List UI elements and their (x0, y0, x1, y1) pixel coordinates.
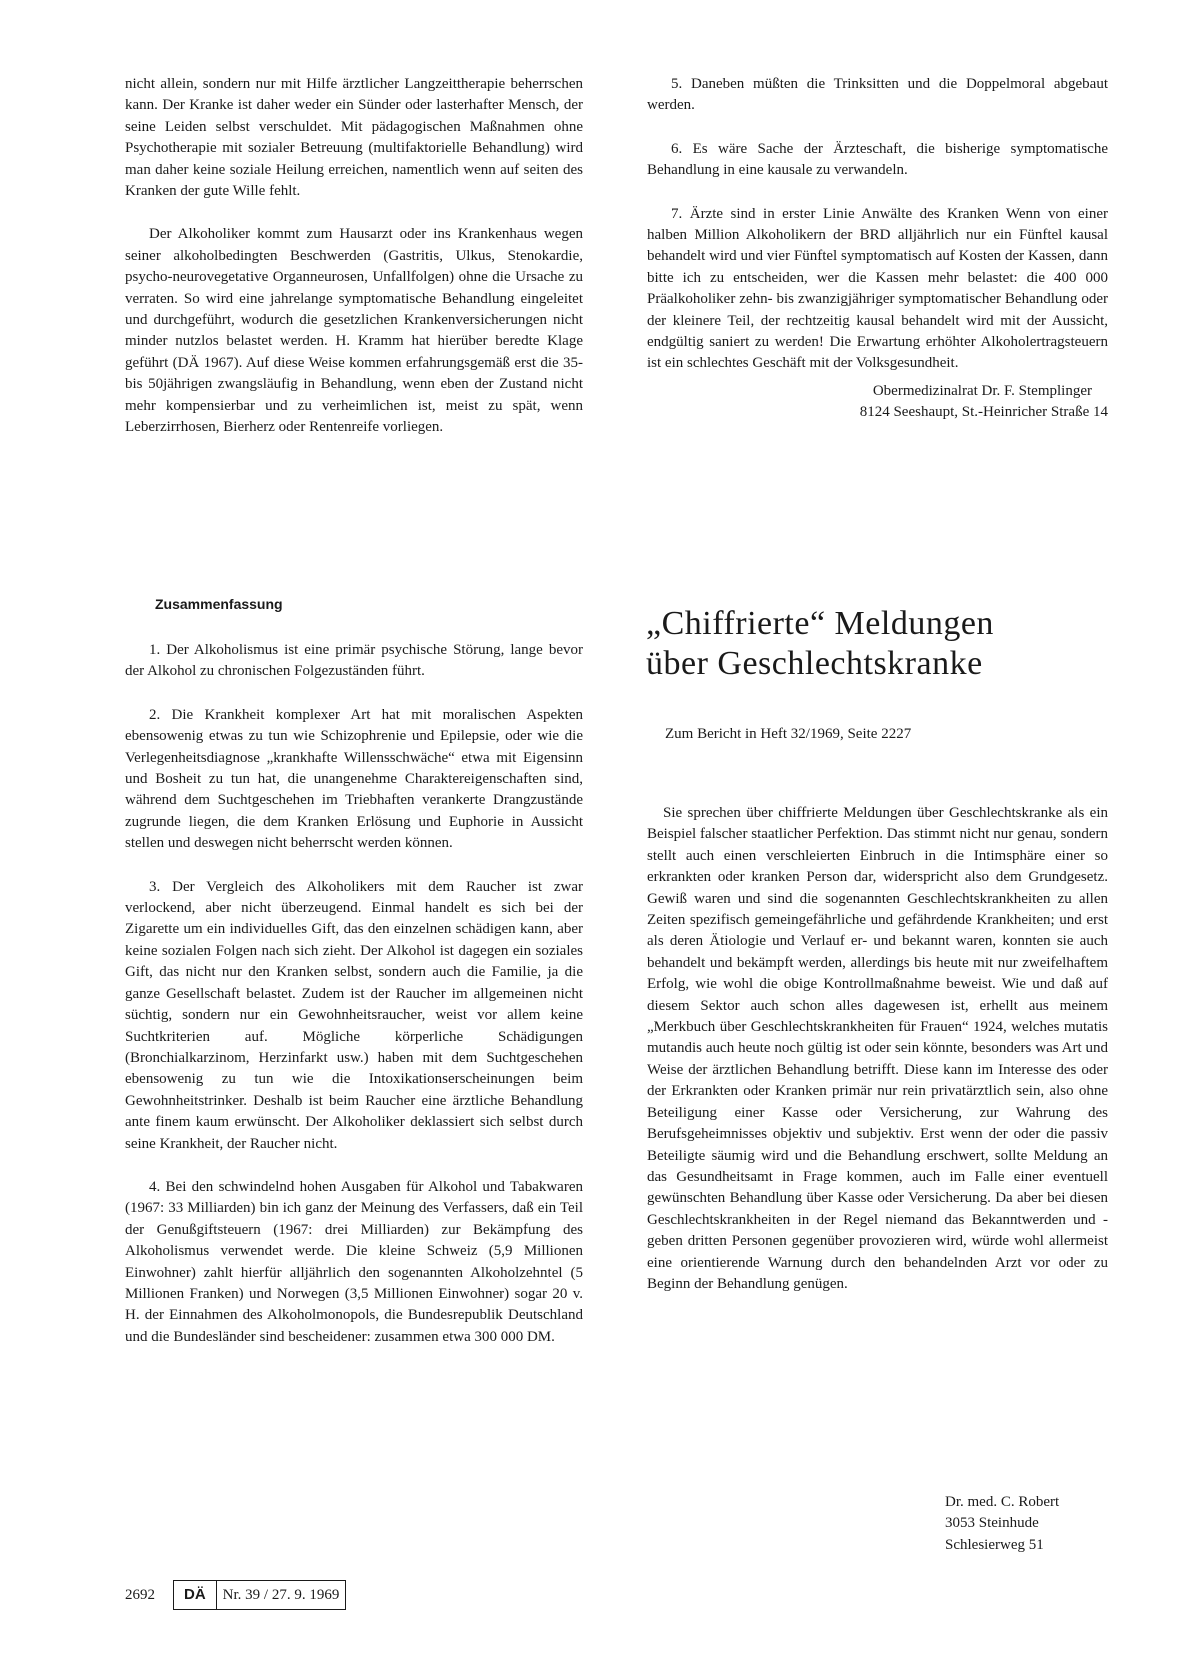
author-name: Dr. med. C. Robert (945, 1494, 1060, 1510)
left-column (125, 74, 583, 439)
article-subtitle: Zum Bericht in Heft 32/1969, Seite 2227 (665, 726, 912, 742)
article-title-line-1: „Chiffrierte“ Meldungen (646, 605, 994, 642)
signature-address: 8124 Seeshaupt, St.-Heinricher Straße 14 (859, 404, 1108, 421)
right-column (647, 74, 1108, 424)
summary-heading: Zusammenfassung (155, 596, 283, 612)
summary-point-7: 7. Ärzte sind in erster Linie Anwälte des Kranken Wenn von einer halben Million Alkoholikern der BRD alljährlich nur ein Fünftel kausal behandelt wird und vier Fünftel symptomatisch auf Kosten der Kassen, dann bitte ich zu entscheiden, wer die Kassen mehr belastet: die 400 000 Präalkoholiker zehn- bis zwanzigjähriger symptomatischer Behandlung oder der kleinere Teil, der rechtzeitig kausal behandelt wird mit der Aussicht, endgültig saniert zu werden! Die Erwartung erhöhter Alkoholertragsteuern ist ein schlechtes Geschäft mit der Volksgesundheit. (647, 205, 1108, 372)
article-body (647, 803, 1108, 1295)
summary-point-3: 3. Der Vergleich des Alkoholikers mit dem Raucher ist zwar verlockend, aber nicht überzeugend. Einmal handelt es sich bei der Zigarette um ein individuelles Gift, das den einzelnen schädigen kann, aber keine sozialen Folgen nach sich zieht. Der Alkohol ist dagegen ein soziales Gift, das nicht nur den Kranken selbst, sondern auch die Familie, ja die ganze Gesellschaft belastet. Zudem ist der Raucher im allgemeinen nicht süchtig, sondern nur ein Gewohnheitsraucher, weist vor allem keine Suchtkriterien auf. Mögliche körperliche Schädigungen (Bronchialkarzinom, Herzinfarkt usw.) haben mit dem Suchtgeschehen ebensowenig zu tun wie die Intoxikationserscheinungen beim Gewohnheitstrinker. Deshalb ist beim Raucher eine ärztliche Behandlung ante finem kaum erwünscht. Der Alkoholiker deklassiert sich selbst durch seine Krankheit, der Raucher nicht. (125, 878, 583, 1152)
summary-point-4: 4. Bei den schwindelnd hohen Ausgaben für Alkohol und Tabakwaren (1967: 33 Milliarden) bin ich ganz der Meinung des Verfassers, daß ein Teil der Genußgiftsteuern (1967: drei Milliarden) zur Bekämpfung des Alkoholismus verwendet werde. Die kleine Schweiz (5,9 Millionen Einwohner) zahlt hierfür alljährlich den sogenannten Alkoholzehntel (5 Millionen Franken) und Norwegen (3,5 Millionen Einwohner) sogar 20 v. H. der Einnahmen des Alkoholmonopols, die Bundesrepublik Deutschland und die Bundesländer sind bescheidener: zusammen etwa 300 000 DM. (125, 1178, 583, 1345)
summary-point-6: 6. Es wäre Sache der Ärzteschaft, die bisherige symptomatische Behandlung in eine kausale zu verwandeln. (647, 140, 1108, 179)
summary-column (125, 640, 583, 1348)
paragraph: nicht allein, sondern nur mit Hilfe ärztlicher Langzeittherapie beherrschen kann. Der Kranke ist daher weder ein Sünder oder lasterhafter Mensch, der seine Leiden selbst verschuldet. Mit pädagogischen Maßnahmen ohne Psychotherapie mit sozialer Betreuung (multifaktorielle Behandlung) wird man daher keine soziale Heilung erreichen, namentlich wenn auf seiten des Kranken der gute Wille fehlt. (125, 76, 583, 200)
article-paragraph: Sie sprechen über chiffrierte Meldungen über Geschlechtskranke als ein Beispiel falscher staatlicher Perfektion. Das stimmt nicht nur genau, sondern stellt auch einen verschleierten Einbruch in die Intimsphäre einer so erkrankten oder kranken Person dar, widerspricht also dem Grundgesetz. Gewiß waren und sind die sogenannten Geschlechtskrankheiten zu allen Zeiten spezifisch gemeingefährliche und gefährdende Krankheiten; und erst als deren Ätiologie und Verlauf er- und bekannt waren, konnten sie auch behandelt und bekämpft werden, allerdings bis heute mit nur zweifelhaftem Erfolg, wie wohl die obige Kontrollmaßnahme beweist. Wie und daß auf diesem Sektor auch schon alles dagewesen ist, erhellt aus meinem „Merkbuch über Geschlechtskrankheiten für Frauen“ 1924, welches mutatis mutandis auch heute noch gültig ist oder sein könnte, besonders was Art und Weise der ärztlichen Behandlung betrifft. Diese kann im Interesse des oder der Erkrankten oder Kranken primär nur rein privatärztlich sein, also ohne Beteiligung einer Kasse oder Versicherung, zur Wahrung des Berufsgeheimnisses objektiv und subjektiv. Erst wenn der oder die passiv Beteiligte säumig wird und die Behandlung erschwert, sollte Meldung an das Gesundheitsamt in Frage kommen, auch im Falle einer eventuell gewünschten Behandlung über Kasse oder Versicherung. Da aber bei diesen Geschlechtskrankheiten in der Regel niemand das Bekanntwerden und -geben dritten Personen gegenüber provozieren wird, würde wohl allermeist eine orientierende Warnung durch den behandelnden Arzt vor oder zu Beginn der Behandlung genügen. (647, 805, 1108, 1292)
article-title (646, 604, 1116, 684)
journal-name: DÄ (174, 1581, 217, 1609)
journal-box (173, 1580, 346, 1610)
page-footer (125, 1580, 346, 1610)
summary-point-1: 1. Der Alkoholismus ist eine primär psychische Störung, lange bevor der Alkohol zu chronischen Folgezuständen führt. (125, 642, 583, 680)
author-street: Schlesierweg 51 (945, 1536, 1044, 1553)
signature-block (647, 381, 1108, 424)
signature-name: Obermedizinalrat Dr. F. Stemplinger (872, 382, 1092, 399)
page-number: 2692 (125, 1586, 155, 1603)
paragraph: Der Alkoholiker kommt zum Hausarzt oder ins Krankenhaus wegen seiner alkoholbedingten Beschwerden (Gastritis, Ulkus, Stenokardie, psycho-neurovegetative Organneurosen, Unfallfolgen) ohne die Ursache zu verraten. So wird eine jahrelange symptomatische Behandlung eingeleitet und durchgeführt, wodurch die gesetzlichen Krankenversicherungen nicht minder nutzlos belastet werden. H. Kramm hat hierüber beredte Klage geführt (DÄ 1967). Auf diese Weise kommen erfahrungsgemäß erst die 35- bis 50jährigen zwangsläufig in Behandlung, wenn eben der Zustand nicht mehr kompensierbar und zu verheimlichen ist, meist zu spät, wenn Leberzirrhosen, Bierherz oder Rentenreife vorliegen. (125, 226, 583, 436)
author-city: 3053 Steinhude (945, 1515, 1039, 1532)
author-block (945, 1492, 1059, 1556)
issue-info: Nr. 39 / 27. 9. 1969 (222, 1586, 340, 1603)
article-title-line-2: über Geschlechtskranke (646, 645, 983, 682)
summary-point-2: 2. Die Krankheit komplexer Art hat mit moralischen Aspekten ebensowenig etwas zu tun wie Schizophrenie und Epilepsie, oder wie die Verlegenheitsdiagnose „krankhafte Willensschwäche“ etwa mit Eigensinn und Bosheit zu tun hat, die unangenehme Charaktereigenschaften sind, während dem Suchtgeschehen im Triebhaften verankerte Drangzustände zugrunde liegen, die dem Kranken Erlösung und Euphorie in Aussicht stellen und deswegen nicht beherrscht werden können. (125, 706, 583, 852)
summary-point-5: 5. Daneben müßten die Trinksitten und die Doppelmoral abgebaut werden. (647, 76, 1108, 114)
